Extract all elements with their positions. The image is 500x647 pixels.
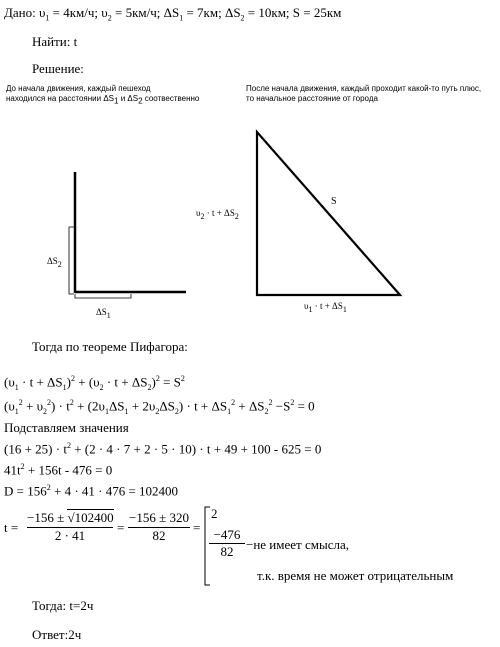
label-ds2: $\Delta S_2$ <box>47 256 62 269</box>
equation-3: $(16 + 25) \cdot t^2 + (2 \cdot 4 \cdot 7 + 2 \cdot 5 \cdot 10) \cdot t + 49 + 100 - 625 = 0$ <box>4 441 322 457</box>
pythagoras-line: Тогда по теореме Пифагора: <box>32 339 188 354</box>
root-2-comment: −не имеет смысла, <box>246 537 349 552</box>
equation-1: $(\upsilon_1 \cdot t + \Delta S_1)^2 + (\upsilon_2 \cdot t + \Delta S_2)^2 = S^2$ <box>4 374 185 392</box>
solution-heading: Решение: <box>32 61 84 76</box>
label-ds1: $\Delta S_1$ <box>96 307 111 320</box>
root-2-den: 82 <box>220 544 234 559</box>
answer-line: Ответ:2ч <box>32 627 82 642</box>
given-label: Дано: <box>4 5 36 20</box>
left-caption-line1: До начала движения, каждый пешеход <box>6 84 151 93</box>
root-1: 2 <box>211 506 218 521</box>
fraction-2-den: 82 <box>152 528 166 543</box>
substitute-line: Подставляем значения <box>4 420 129 435</box>
equation-4: $41t^2 + 156t - 476 = 0$ <box>4 462 113 478</box>
right-caption-line1: После начала движения, каждый проходит какой-то путь плюс, <box>246 84 482 93</box>
fraction-1-num: −156 ± √102400 <box>27 510 113 528</box>
then-line: Тогда: t=2ч <box>32 598 94 613</box>
root-2-num: −476 <box>209 527 245 544</box>
equation-5: $D = 156^2 + 4 \cdot 41 \cdot 476 = 102400$ <box>4 483 179 499</box>
equation-2: $(\upsilon_1^2 + \upsilon_2^2) \cdot t^2 + (2\upsilon_1\Delta S_1 + 2\upsilon_2\Delta S_2) \cdot t + \Delta S_1^2 + \Delta S_2^2 -S^2 = 0$ <box>4 398 315 416</box>
reason-line: т.к. время не может отрицательным <box>257 568 454 583</box>
label-horizontal-side: $\upsilon_1 \cdot t + \Delta S_1$ <box>304 301 347 314</box>
left-caption-line2: находился на расстоянии $\Delta S_1$ и $\Delta S_2$ соотвественно <box>6 94 200 106</box>
find-line: Найти: t <box>32 34 78 49</box>
eq-sign-2: = <box>193 520 201 535</box>
given-values: $\upsilon_1 = 4км/ч$; $\upsilon_2 = 5км/ч$; $\Delta S_1 = 7км$; $\Delta S_2 = 10км$; S = 25км <box>38 5 342 23</box>
label-vertical-side: $\upsilon_2 \cdot t + \Delta S_2$ <box>196 208 239 221</box>
eq-sign-1: = <box>117 520 125 535</box>
label-s: S <box>331 196 337 207</box>
right-caption-line2: то начальное расстояние от города <box>246 94 378 103</box>
t-prefix: t = <box>4 520 19 535</box>
fraction-2-num: −156 ± 320 <box>128 510 190 528</box>
fraction-1-den: 2 · 41 <box>54 528 86 543</box>
root-2-fraction <box>209 527 245 560</box>
